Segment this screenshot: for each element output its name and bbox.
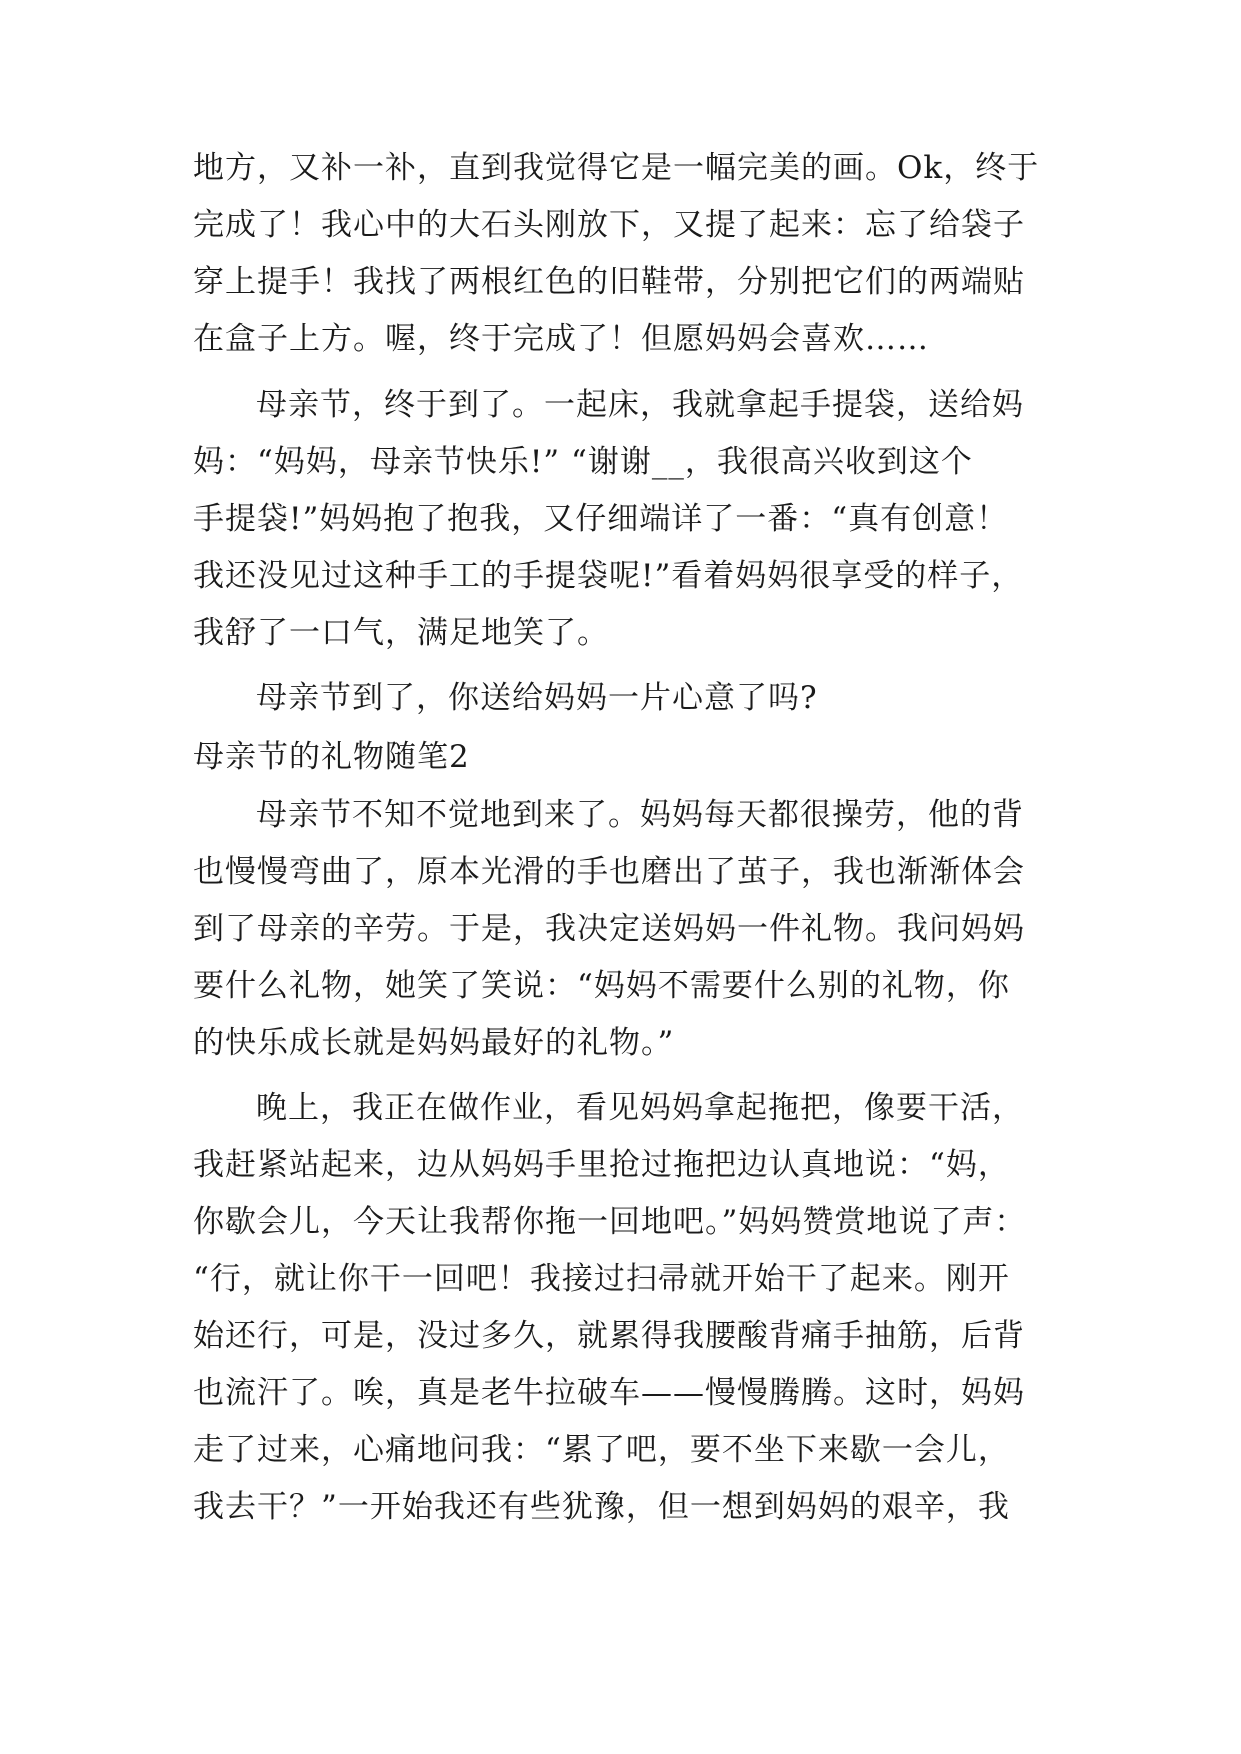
text-line: 要什么礼物，她笑了笑说：“妈妈不需要什么别的礼物，你 bbox=[193, 968, 1010, 1004]
paragraph-first-line: 母亲节，终于到了。一起床，我就拿起手提袋，送给妈 bbox=[256, 387, 1024, 423]
text-line: 在盒子上方。喔，终于完成了！但愿妈妈会喜欢…… bbox=[193, 321, 929, 357]
paragraph-first-line: 晚上，我正在做作业，看见妈妈拿起拖把，像要干活， bbox=[256, 1090, 1024, 1126]
text-line: 到了母亲的辛劳。于是，我决定送妈妈一件礼物。我问妈妈 bbox=[193, 911, 1025, 947]
text-line: 我舒了一口气，满足地笑了。 bbox=[193, 615, 609, 651]
text-line: 走了过来，心痛地问我：“累了吧，要不坐下来歇一会儿， bbox=[193, 1432, 1010, 1468]
text-line: 我去干？”一开始我还有些犹豫，但一想到妈妈的艰辛，我 bbox=[193, 1489, 1010, 1525]
text-line: 穿上提手！我找了两根红色的旧鞋带，分别把它们的两端贴 bbox=[193, 264, 1025, 300]
paragraph-first-line: 母亲节到了，你送给妈妈一片心意了吗? bbox=[256, 680, 818, 716]
text-line: 始还行，可是，没过多久，就累得我腰酸背痛手抽筋，后背 bbox=[193, 1318, 1025, 1354]
text-line: 我还没见过这种手工的手提袋呢!”看着妈妈很享受的样子， bbox=[193, 558, 1024, 594]
text-line: 手提袋!”妈妈抱了抱我，又仔细端详了一番：“真有创意！ bbox=[193, 501, 1009, 537]
text-line: 完成了！我心中的大石头刚放下，又提了起来：忘了给袋子 bbox=[193, 207, 1025, 243]
section-heading: 母亲节的礼物随笔2 bbox=[193, 739, 470, 775]
text-line: 也流汗了。唉，真是老牛拉破车——慢慢腾腾。这时，妈妈 bbox=[193, 1375, 1025, 1411]
paragraph-first-line: 母亲节不知不觉地到来了。妈妈每天都很操劳，他的背 bbox=[256, 797, 1024, 833]
text-line: “行，就让你干一回吧！我接过扫帚就开始干了起来。刚开 bbox=[193, 1261, 1010, 1297]
text-line: 妈：“妈妈，母亲节快乐!” “谢谢__，我很高兴收到这个 bbox=[193, 444, 973, 480]
text-line: 你歇会儿，今天让我帮你拖一回地吧。”妈妈赞赏地说了声： bbox=[193, 1204, 1027, 1240]
text-line: 我赶紧站起来，边从妈妈手里抢过拖把边认真地说：“妈， bbox=[193, 1147, 1010, 1183]
text-line: 地方，又补一补，直到我觉得它是一幅完美的画。Ok，终于 bbox=[193, 150, 1040, 186]
text-line: 的快乐成长就是妈妈最好的礼物。” bbox=[193, 1025, 675, 1061]
text-line: 也慢慢弯曲了，原本光滑的手也磨出了茧子，我也渐渐体会 bbox=[193, 854, 1025, 890]
